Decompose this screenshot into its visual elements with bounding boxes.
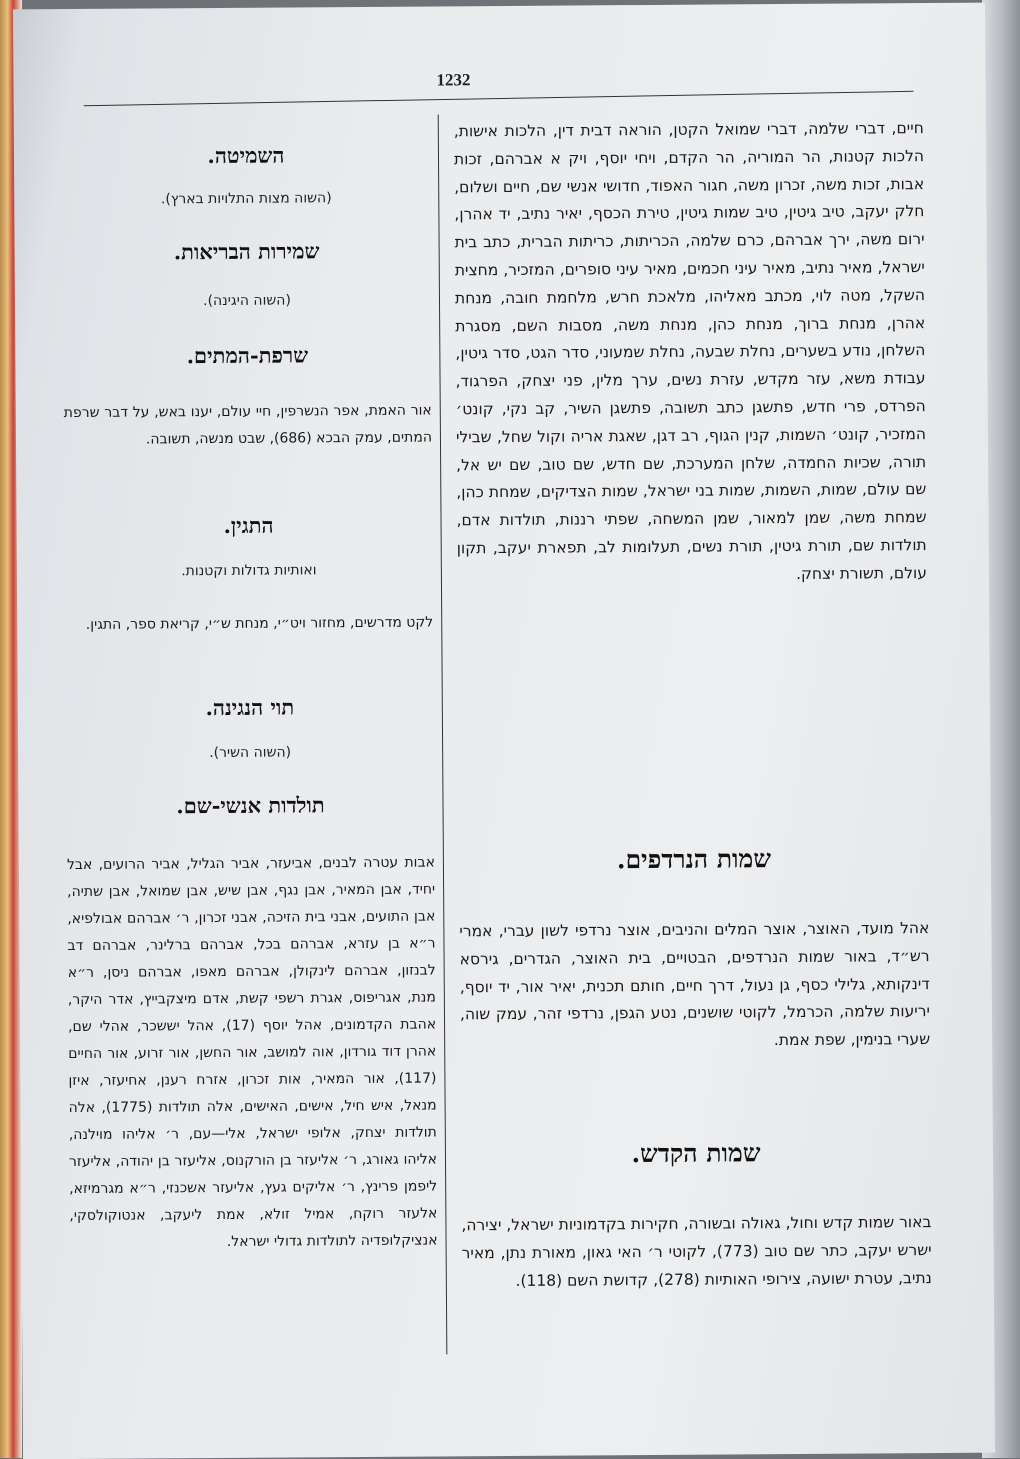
header-rule	[84, 91, 914, 106]
toldot-paragraph: אבות עטרה לבנים, אביעזר, אביר הגליל, אביר הרועים, אבל יחיד, אבן המאיר, אבן נגף, אבן שיש, אבן שמואל, אבן שתיה, אבן התועים, אבני בית הזיכה, אבני זכרון, ר׳ אברהם אבולפיא, ר״א בן עזרא, אברהם בכל, אברהם ברלינר, אברהם דב לבנזון, אברהם לינקולן, אברהם מאפו, אברהם ניסן, ר״א מנת, אגריפוס, אגרת רשפי קשת, אדם מיצקבייץ, אדר היקר, אהבת הקדמונים, אהל יוסף (17), אהל יששכר, אהלי שם, אהרן דוד גורדון, אוה למושב, אור החשן, אור זרוע, אור החיים (117), אור המאיר, אות זכרון, אזרח רענן, אחיעזר, איזן מנאל, איש חיל, אישים, האישים, אלה תולדות (1775), אלה תולדות יצחק, אלופי ישראל, אלי—עם, ר׳ אליהו מוילנה, אליהו גאורג, ר׳ אליעזר בן הורקנוס, אליעזר בן יהודה, אליעזר ליפמן פרינץ, ר׳ אליקים געץ, אליעזר אשכנזי, ר״א מגרמיזא, אלעזר רוקח, אמיל זולא, אמת ליעקב, אנטוקולסקי, אנציקלופדיה לתולדות גדולי ישראל.	[66, 854, 438, 1250]
tagin-heading: התגין.	[223, 512, 274, 538]
toldot-heading: תולדות אנשי-שם.	[176, 792, 325, 819]
left-column	[62, 132, 439, 1365]
shmirot-subheading: (השוה היגינה).	[203, 292, 291, 310]
book-page	[13, 3, 995, 1459]
right-column	[454, 115, 933, 1378]
synonyms-heading: שמות הנרדפים.	[616, 844, 772, 875]
holy-names-heading: שמות הקדש.	[631, 1138, 761, 1169]
column-divider	[438, 114, 448, 1354]
tagin-subheading: ואותיות גדולות וקטנות.	[181, 562, 317, 580]
sreifat-paragraph: אור האמת, אפר הנשרפין, חיי עולם, יענו באש, על דבר שרפת המתים, עמק הבכא (686), שבט מנשה, תשובה.	[63, 402, 433, 448]
intro-paragraph: חיים, דברי שלמה, דברי שמואל הקטן, הוראה דבית דין, הלכות אישות, הלכות קטנות, הר המוריה, הר הקדם, ויחי יוסף, ויק א אברהם, זכות אבות, זכות משה, זכרון משה, חגור האפוד, חדושי אנשי שם, חיים ושלום, חלק יעקב, טיב גיטין, טיב שמות גיטין, טירת הכסף, יאיר נתיב, יד אהרן, ירום משה, ירך אברהם, כרם שלמה, הכריתות, כריתות הברית, כתב בית ישראל, מאיר נתיב, מאיר עיני חכמים, מאיר עיני סופרים, המזכיר, מחצית השקל, מטה לוי, מכתב מאליהו, מלאכת חרש, מלחמת חובה, מנחת אהרן, מנחת ברוך, מנחת כהן, מנחת משה, מסבות השם, מסגרת השלחן, נודע בשערים, נחלת שבעה, נחלת שמעוני, סדר הגט, סדר גיטין, עבודת משא, עזר מקדש, עזרת נשים, ערך מלין, פני יצחק, הפרגוד, הפרדס, פרי חדש, פתשגן כתב תשובה, פתשגן השיר, קב נקי, קונט׳ המזכיר, קונט׳ השמות, קנין הגוף, רב דגן, שאגת אריה וקול שחל, שבילי תורה, שכיות החמדה, שלחן המערכת, שם חדש, שם טוב, שם יש אל, שם עולם, שמות, השמות, שמות בני ישראל, שמות הצדיקים, שמחת כהן, שמחת משה, שמן למאור, שמן המשחה, שפתי רננות, תולדות אדם, תולדות שם, תורת גיטין, תורת נשים, תעלומות לב, תפארת יעקב, תקון עולם, תשורת יצחק.	[453, 119, 927, 583]
page-number: 1232	[436, 70, 471, 90]
shmirot-heading: שמירות הבריאות.	[173, 238, 320, 265]
holy-names-paragraph: באור שמות קדש וחול, גאולה ובשורה, חקירות בקדמוניות ישראל, יצירה, ישרש יעקב, כתר שם טוב (773), לקוטי ר׳ האי גאון, מאורת נתן, מאיר נתיב, עטרת ישועה, צירופי האותיות (278), קדושת השם (118).	[461, 1213, 932, 1290]
neginah-heading: תוי הנגינה.	[205, 694, 295, 721]
neginah-subheading: (השוה השיר).	[209, 744, 292, 762]
shemita-heading: השמיטה.	[207, 142, 285, 169]
shemita-subheading: (השוה מצות התלויות בארץ).	[160, 190, 332, 208]
synonyms-paragraph: אהל מועד, האוצר, אוצר המלים והניבים, אוצר נרדפי לשון עברי, אמרי רש״ד, באור שמות הנרדפים, הבטויים, בית האוצר, הגדרים, גירסא דינקותא, גלילי כסף, גן נעול, דרך חיים, חותם תכנית, יאיר אור, יד יוסף, יריעות שלמה, הכרמל, לקוטי שושנים, נטע הגפן, נרדפי זהר, עמק שוה, שערי בנימין, שפת אמת.	[459, 919, 931, 1050]
sreifat-heading: שרפת-המתים.	[186, 342, 309, 369]
tagin-paragraph: לקט מדרשים, מחזור ויט״י, מנחת ש״י, קריאת ספר, התגין.	[85, 614, 434, 633]
